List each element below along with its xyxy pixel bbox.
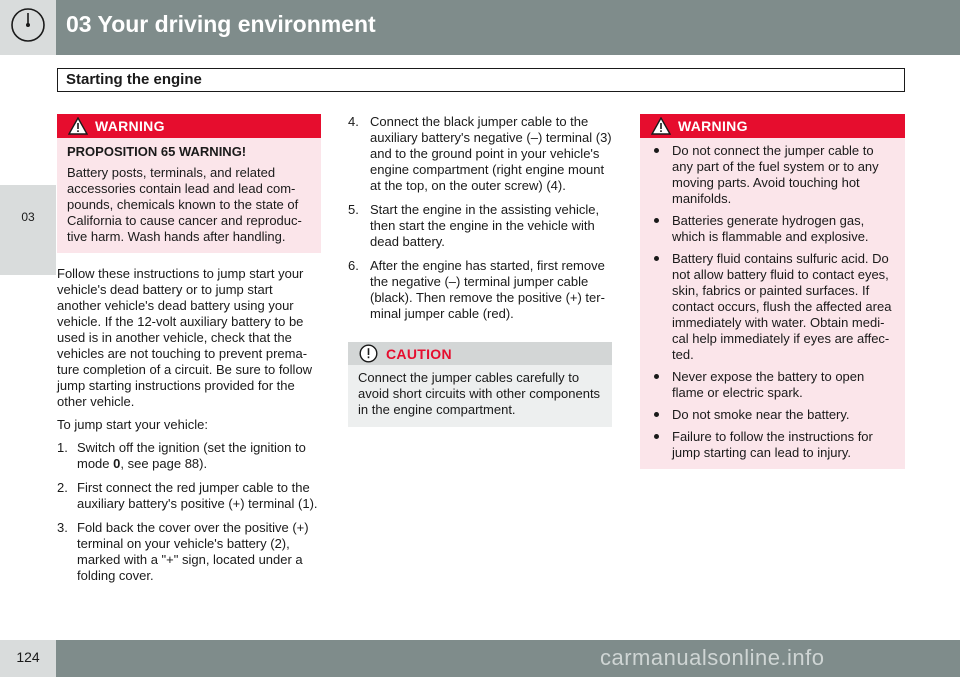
- bullet-dot: [654, 218, 659, 223]
- text-line: (black). Then remove the positive (+) ter-: [370, 290, 605, 305]
- side-strip: [0, 55, 56, 640]
- text-line: First connect the red jumper cable to the: [77, 480, 310, 495]
- right-column: [640, 114, 905, 469]
- mode-prefix: mode: [77, 456, 114, 471]
- caution-header: [348, 342, 612, 365]
- text-line: Connect the black jumper cable to the: [370, 114, 589, 129]
- warning-triangle-icon: [68, 117, 88, 135]
- bullet-dot: [654, 374, 659, 379]
- warning-title: WARNING: [95, 118, 165, 134]
- step-item: [57, 480, 321, 512]
- step-item: [348, 258, 612, 322]
- bullet-dot: [654, 412, 659, 417]
- text-line: Follow these instructions to jump start your: [57, 266, 304, 281]
- text-line: accessories contain lead and lead com-: [67, 181, 296, 196]
- text-line: folding cover.: [77, 568, 154, 583]
- section-title: Starting the engine: [66, 71, 202, 88]
- gauge-icon: [10, 7, 46, 43]
- text-line: Fold back the cover over the positive (+): [77, 520, 309, 535]
- step-number: 2.: [57, 480, 68, 495]
- text-line: Switch off the ignition (set the ignition to: [77, 440, 306, 455]
- text-line: Batteries generate hydrogen gas,: [672, 213, 865, 228]
- text-line: vehicle's dead battery or to jump start: [57, 282, 273, 297]
- warning-bullet: [648, 407, 897, 423]
- text-line: terminal on your vehicle's battery (2),: [77, 536, 290, 551]
- warning-bullet: [648, 429, 897, 461]
- text-line: Failure to follow the instructions for: [672, 429, 873, 444]
- text-line: auxiliary battery's negative (–) terminal (3): [370, 130, 612, 145]
- bullet-dot: [654, 148, 659, 153]
- text-line: minal jumper cable (red).: [370, 306, 514, 321]
- text-line: tive harm. Wash hands after handling.: [67, 229, 286, 244]
- warning-triangle-icon: [651, 117, 671, 135]
- text-line: then start the engine in the vehicle with: [370, 218, 595, 233]
- bullet-dot: [654, 256, 659, 261]
- text-line: vehicle. If the 12-volt auxiliary battery to be: [57, 314, 304, 329]
- text-line: Never expose the battery to open: [672, 369, 865, 384]
- text-line: skin, fabrics or painted surfaces. If: [672, 283, 870, 298]
- step-number: 4.: [348, 114, 359, 129]
- step-item: [348, 202, 612, 250]
- text-line: Do not smoke near the battery.: [672, 407, 850, 422]
- caution-title: CAUTION: [386, 346, 452, 362]
- text-line: ture completion of a circuit. Be sure to follow: [57, 362, 313, 377]
- text-line: auxiliary battery's positive (+) terminal (1).: [77, 496, 318, 511]
- step-item: [57, 520, 321, 584]
- text-line: moving parts. Avoid touching hot: [672, 175, 860, 190]
- text-line: [77, 456, 321, 472]
- chapter-side-label: 03: [21, 210, 35, 224]
- watermark: carmanualsonline.info: [600, 645, 825, 670]
- proposition-65-warning-box: [57, 114, 321, 253]
- ignition-mode-value: 0: [113, 456, 121, 471]
- page-number: 124: [16, 649, 40, 665]
- warning-text: [67, 165, 311, 245]
- text-line: Connect the jumper cables carefully to: [358, 370, 580, 385]
- warning-body: [57, 138, 321, 253]
- text-line: After the engine has started, first remove: [370, 258, 605, 273]
- jump-start-warning-box: [640, 114, 905, 469]
- lead-in-text: To jump start your vehicle:: [57, 417, 209, 432]
- text-line: in the engine compartment.: [358, 402, 516, 417]
- bullet-dot: [654, 434, 659, 439]
- text-line: jump starting instructions provided for the: [57, 378, 295, 393]
- text-line: any part of the fuel system or to any: [672, 159, 879, 174]
- text-line: engine compartment (right engine mount: [370, 162, 605, 177]
- warning-bullet: [648, 369, 897, 401]
- text-line: cal help immediately if eyes are affec-: [672, 331, 890, 346]
- text-line: Battery fluid contains sulfuric acid. Do: [672, 251, 889, 266]
- text-line: California to cause cancer and reproduc-: [67, 213, 302, 228]
- text-line: Start the engine in the assisting vehicle,: [370, 202, 600, 217]
- caution-exclamation-icon: [359, 344, 378, 363]
- warning-bullet: [648, 213, 897, 245]
- text-line: contact occurs, flush the affected area: [672, 299, 892, 314]
- text-line: vehicles are not touching to prevent prema-: [57, 346, 308, 361]
- left-column: [57, 114, 321, 592]
- step-number: 3.: [57, 520, 68, 535]
- text-line: which is flammable and explosive.: [672, 229, 869, 244]
- warning-bullet: [648, 143, 897, 207]
- text-line: Battery posts, terminals, and related: [67, 165, 276, 180]
- text-line: the negative (–) terminal jumper cable: [370, 274, 589, 289]
- caution-box: [348, 342, 612, 427]
- text-line: flame or electric spark.: [672, 385, 803, 400]
- step-number: 1.: [57, 440, 68, 455]
- text-line: at the top, on the outer screw) (4).: [370, 178, 566, 193]
- text-line: other vehicle.: [57, 394, 135, 409]
- chapter-title: 03 Your driving environment: [66, 11, 376, 37]
- section-header: [57, 68, 905, 92]
- text-line: and to the ground point in your vehicle's: [370, 146, 600, 161]
- step-item: [348, 114, 612, 194]
- text-line: dead battery.: [370, 234, 445, 249]
- warning-header: [57, 114, 321, 138]
- text-line: manifolds.: [672, 191, 732, 206]
- warning-title: WARNING: [678, 118, 748, 134]
- warning-subtitle: PROPOSITION 65 WARNING!: [67, 144, 247, 159]
- text-line: marked with a "+" sign, located under a: [77, 552, 303, 567]
- step-number: 6.: [348, 258, 359, 273]
- text-line: avoid short circuits with other components: [358, 386, 601, 401]
- text-line: ted.: [672, 347, 694, 362]
- step-number: 5.: [348, 202, 359, 217]
- mode-suffix: , see page 88).: [120, 456, 208, 471]
- middle-column: [348, 114, 612, 427]
- text-line: another vehicle's dead battery using your: [57, 298, 294, 313]
- intro-paragraph: [57, 266, 321, 410]
- caution-body: [348, 365, 612, 427]
- warning-bullet: [648, 251, 897, 363]
- chapter-icon-tab: [0, 0, 56, 55]
- text-line: used is in another vehicle, check that the: [57, 330, 292, 345]
- text-line: immediately with water. Obtain medi-: [672, 315, 885, 330]
- text-line: jump starting can lead to injury.: [672, 445, 851, 460]
- text-line: Do not connect the jumper cable to: [672, 143, 874, 158]
- text-line: pounds, chemicals known to the state of: [67, 197, 299, 212]
- warning-body: [640, 138, 905, 469]
- warning-header: [640, 114, 905, 138]
- chapter-side-tab: [0, 185, 56, 275]
- step-item: [57, 440, 321, 472]
- text-line: not allow battery fluid to contact eyes,: [672, 267, 889, 282]
